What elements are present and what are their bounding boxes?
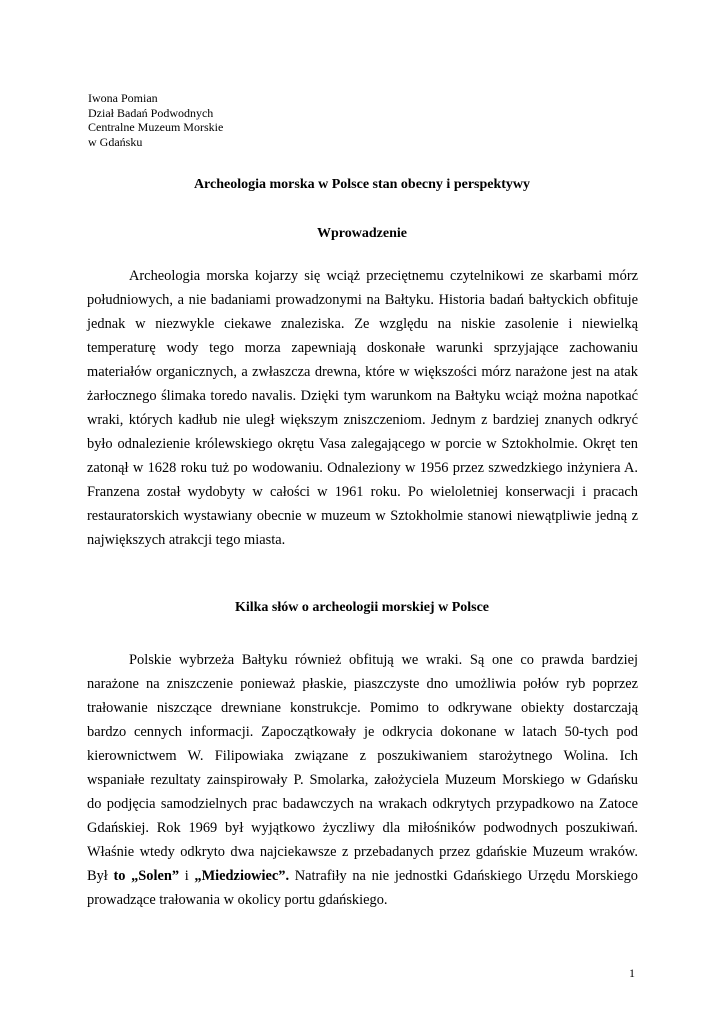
ship-name-miedziowiec: „Miedziowiec”. (194, 868, 290, 884)
paragraph-line: prowadzące trałowania w okolicy portu gdańskiego. (87, 892, 388, 908)
paragraph-line: jednak w niezwykle ciekawe znaleziska. Ze względu na niskie zasolenie i niewielką (87, 316, 638, 332)
ship-name-solen: to „Solen” (113, 868, 180, 884)
paragraph-line: wraki, których kadłub nie uległ większym zniszczeniom. Jednym z bardziej znanych odkryć (87, 412, 638, 428)
paragraph-line: Polskie wybrzeża Bałtyku również obfitują we wraki. Są one co prawda bardziej (129, 652, 638, 668)
paragraph-line: żarłocznego ślimaka toredo navalis. Dzięki tym warunkom na Bałtyku wciąż można napotkać (87, 388, 638, 404)
author-name: Iwona Pomian (88, 91, 158, 105)
section-heading-polish-archaeology: Kilka słów o archeologii morskiej w Polsce (234, 600, 490, 615)
paragraph-line: bardzo cennych informacji. Zapoczątkowały je odkrycia dokonane w latach 50-tych pod (87, 724, 638, 740)
author-block (88, 91, 223, 149)
paragraph-line: kierownictwem W. Filipowiaka związane z poszukiwaniem starożytnego Wolina. Ich (87, 748, 638, 764)
paragraph-line: wspaniałe rezultaty zainspirowały P. Smolarka, założyciela Muzeum Morskiego w Gdańsku (87, 772, 638, 788)
paragraph-line: zatonął w 1628 roku tuż po wodowaniu. Odnaleziony w 1956 przez szwedzkiego inżyniera A. (87, 460, 638, 476)
paragraph-line: Franzena został wydobyty w całości w 1961 roku. Po wieloletniej konserwacji i pracach (87, 484, 638, 500)
paragraph-line: Archeologia morska kojarzy się wciąż przeciętnemu czytelnikowi ze skarbami mórz (129, 268, 638, 284)
paragraph-line-ship-names (87, 864, 638, 888)
paragraph-line: Gdańskiej. Rok 1969 był wyjątkowo życzliwy dla miłośników podwodnych poszukiwań. (87, 820, 638, 836)
line-conjunction: i (179, 868, 195, 884)
paragraph-line: temperaturę wody tego morza zapewniają doskonałe warunki sprzyjające zachowaniu (87, 340, 638, 356)
author-institution: Centralne Muzeum Morskie (88, 120, 224, 134)
paragraph-line: trałowanie niszczące drewniane konstrukcje. Pomimo to odkrywane obiekty dostarczają (87, 700, 638, 716)
paragraph-line: Właśnie wtedy odkryto dwa najciekawsze z przebadanych przez gdańskie Muzeum wraków. (87, 844, 638, 860)
paragraph-line: południowych, a nie badaniami prowadzonymi na Bałtyku. Historia badań bałtyckich obfituje (87, 292, 638, 308)
line-suffix: Natrafiły na nie jednostki Gdańskiego Urzędu Morskiego (289, 868, 638, 884)
author-department: Dział Badań Podwodnych (88, 105, 214, 120)
paragraph-introduction (87, 264, 638, 552)
document-title: Archeologia morska w Polsce stan obecny i perspektywy (193, 177, 531, 192)
author-city: w Gdańsku (88, 134, 143, 149)
paragraph-line: do podjęcia samodzielnych prac badawczych na wrakach odkrytych przypadkowo na Zatoce (87, 796, 638, 812)
paragraph-line: narażone na zniszczenie ponieważ płaskie, piaszczyste dno umożliwia połów ryb poprzez (87, 676, 638, 692)
paragraph-line: restauratorskich wystawiany obecnie w muzeum w Sztokholmie stanowi niewątpliwie jedną z (87, 508, 638, 524)
paragraph-line: największych atrakcji tego miasta. (87, 532, 286, 548)
paragraph-line: materiałów organicznych, a zwłaszcza drewna, które w większości mórz narażone jest na atak (87, 364, 638, 380)
section-heading-introduction: Wprowadzenie (317, 226, 407, 241)
line-prefix: Był (87, 868, 114, 884)
paragraph-line: było odnalezienie królewskiego okrętu Vasa zalegającego w porcie w Sztokholmie. Okręt ten (87, 436, 638, 452)
page-number: 1 (629, 966, 635, 980)
paragraph-polish-archaeology (87, 648, 638, 912)
